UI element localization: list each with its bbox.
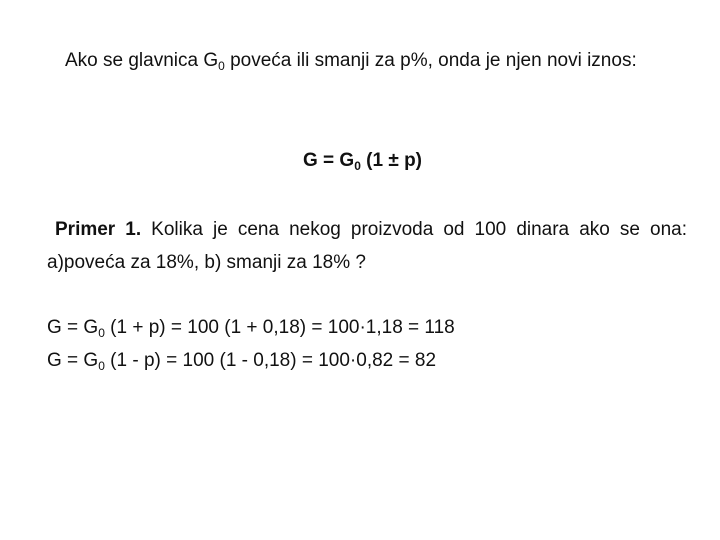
intro-text-end: poveća ili smanji za p%, onda je njen novi iznos: xyxy=(224,50,637,71)
calc-decrease-end: (1 - p) = 100 (1 - 0,18) = 100·0,82 = 82 xyxy=(104,350,437,371)
intro-text-start: Ako se glavnica G xyxy=(65,50,219,71)
main-formula xyxy=(0,146,720,176)
calc-increase-subscript: 0 xyxy=(98,326,105,340)
example-text: Kolika je cena nekog proizvoda od 100 dinara ako se ona: a)poveća za 18%, b) smanji za 18% ? xyxy=(47,219,687,273)
formula-end: (1 ± p) xyxy=(360,150,422,171)
calculation-increase xyxy=(47,313,687,343)
intro-subscript: 0 xyxy=(218,59,225,73)
calc-decrease-start: G = G xyxy=(47,350,99,371)
example-label: Primer 1. xyxy=(55,219,142,240)
calculation-decrease xyxy=(47,346,687,376)
formula-subscript: 0 xyxy=(354,159,361,173)
calc-decrease-subscript: 0 xyxy=(98,359,105,373)
intro-paragraph xyxy=(47,44,687,77)
formula-start: G = G xyxy=(303,150,355,171)
example-paragraph xyxy=(47,213,687,279)
calc-increase-end: (1 + p) = 100 (1 + 0,18) = 100·1,18 = 118 xyxy=(104,317,455,338)
calc-increase-start: G = G xyxy=(47,317,99,338)
